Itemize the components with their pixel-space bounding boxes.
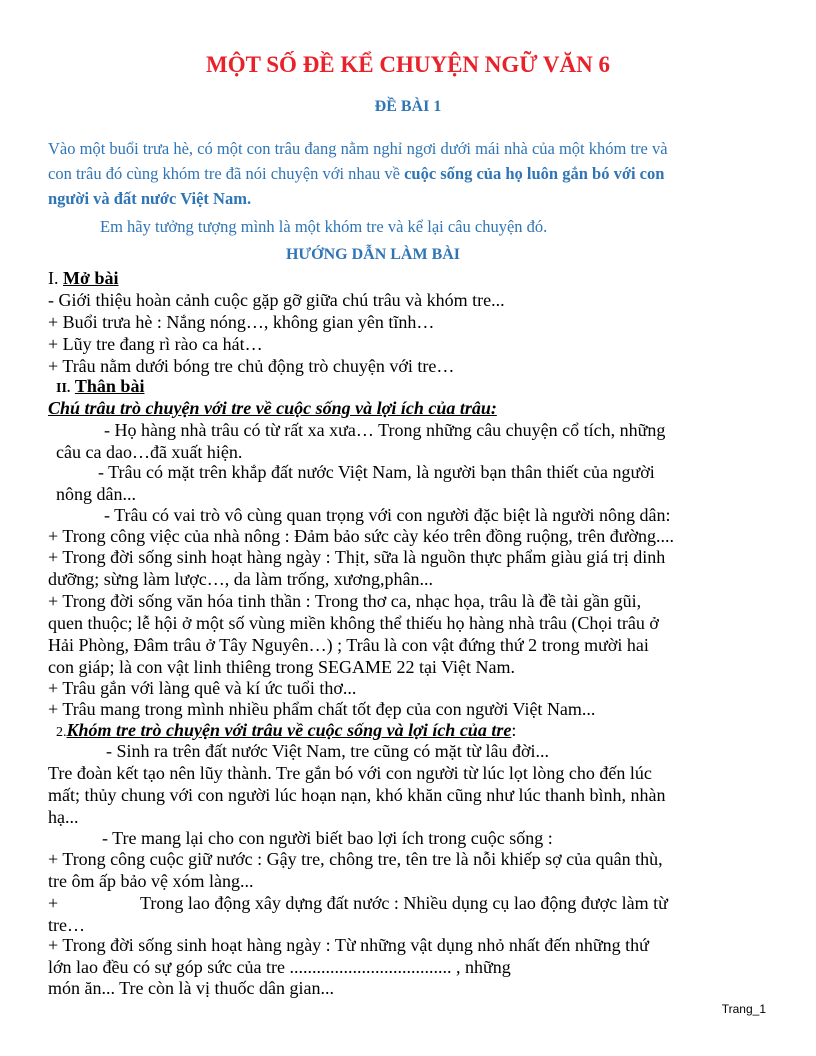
p1-line-a: - Họ hàng nhà trâu có từ rất xa xưa… Trong những câu chuyện cổ tích, những <box>104 420 666 440</box>
than-bai-label: Thân bài <box>74 376 145 396</box>
p6-line-d: con giáp; là con vật linh thiêng trong SEGAME 22 tại Việt Nam. <box>48 657 516 677</box>
p6-line-a: + Trong đời sống văn hóa tinh thần : Trong thơ ca, nhạc họa, trâu là đề tài gần gũi, <box>48 591 642 611</box>
document-title: MỘT SỐ ĐỀ KỂ CHUYỆN NGỮ VĂN 6 <box>205 52 611 77</box>
de-bai-heading: ĐỀ BÀI 1 <box>374 98 442 115</box>
part2-colon: : <box>511 720 517 740</box>
de-bai-line-2-text: con trâu đó cùng khóm tre đã nói chuyện với nhau về <box>48 164 405 183</box>
part1-heading: Chú trâu trò chuyện với tre về cuộc sống và lợi ích của trâu: <box>48 398 497 418</box>
p6-line-c: Hải Phòng, Đâm trâu ở Tây Nguyên…) ; Trâu là con vật đứng thứ 2 trong mười hai <box>48 635 649 655</box>
mo-bai-label: Mở bài <box>63 268 119 288</box>
p1-line-b: câu ca dao…đã xuất hiện. <box>56 442 243 462</box>
q2-line-a: Tre đoàn kết tạo nên lũy thành. Tre gắn bó với con người từ lúc lọt lòng cho đến lúc <box>48 763 652 783</box>
q3-line: - Tre mang lại cho con người biết bao lợi ích trong cuộc sống : <box>102 828 553 848</box>
p4-line: + Trong công việc của nhà nông : Đảm bảo sức cày kéo trên đồng ruộng, trên đường.... <box>48 526 675 546</box>
de-bai-line-3: người và đất nước Việt Nam. <box>48 189 252 208</box>
p2-line-a: - Trâu có mặt trên khắp đất nước Việt Nam, là người bạn thân thiết của người <box>98 462 655 482</box>
de-bai-line-4: Em hãy tưởng tượng mình là một khóm tre và kể lại câu chuyện đó. <box>100 217 548 236</box>
part2-heading-text: Khóm tre trò chuyện với trâu về cuộc sống và lợi ích của tre <box>66 720 512 740</box>
mo-bai-line-1: - Giới thiệu hoàn cảnh cuộc gặp gỡ giữa chú trâu và khóm tre... <box>48 290 505 310</box>
q1-line: - Sinh ra trên đất nước Việt Nam, tre cũng có mặt từ lâu đời... <box>106 741 550 761</box>
de-bai-line-2-bold: cuộc sống của họ luôn gắn bó với con <box>404 164 665 183</box>
q5-line-a: Trong lao động xây dựng đất nước : Nhiều dụng cụ lao động được làm từ <box>140 893 668 913</box>
q6-line-a: + Trong đời sống sinh hoạt hàng ngày : Từ những vật dụng nhỏ nhất đến những thứ <box>48 935 649 955</box>
q4-line-a: + Trong công cuộc giữ nước : Gậy tre, chông tre, tên tre là nỗi khiếp sợ của quân thù, <box>48 849 663 869</box>
q6-line-c: món ăn... Tre còn là vị thuốc dân gian... <box>48 978 334 998</box>
mo-bai-line-4: + Trâu nằm dưới bóng tre chủ động trò chuyện với tre… <box>48 356 455 376</box>
q2-line-c: hạ... <box>48 807 79 827</box>
p3-line: - Trâu có vai trò vô cùng quan trọng với con người đặc biệt là người nông dân: <box>104 505 671 525</box>
mo-bai-heading <box>48 267 118 289</box>
than-bai-num: II. <box>56 381 71 396</box>
de-bai-line-2 <box>48 164 664 184</box>
p7-line: + Trâu gắn với làng quê và kí ức tuổi thơ... <box>48 678 357 698</box>
mo-bai-line-2: + Buổi trưa hè : Nắng nóng…, không gian yên tĩnh… <box>48 312 435 332</box>
q5-line-b: tre… <box>48 915 85 935</box>
page-number: Trang_1 <box>721 1002 766 1016</box>
p5-line-a: + Trong đời sống sinh hoạt hàng ngày : Thịt, sữa là nguồn thực phẩm giàu giá trị dinh <box>48 547 666 567</box>
mo-bai-num: I. <box>48 268 59 288</box>
p8-line: + Trâu mang trong mình nhiều phẩm chất tốt đẹp của con người Việt Nam... <box>48 699 596 719</box>
q4-line-b: tre ôm ấp bảo vệ xóm làng... <box>48 871 254 891</box>
p2-line-b: nông dân... <box>56 484 136 504</box>
q5-plus: + <box>48 893 59 913</box>
part2-num: 2. <box>56 725 67 740</box>
q2-line-b: mất; thủy chung với con người lúc hoạn nạn, khó khăn cũng như lúc thanh bình, nhàn <box>48 785 666 805</box>
p5-line-b: dưỡng; sừng làm lược…, da làm trống, xương,phân... <box>48 569 434 589</box>
huong-dan-heading: HƯỚNG DẪN LÀM BÀI <box>285 246 461 263</box>
de-bai-line-1: Vào một buổi trưa hè, có một con trâu đang nằm nghỉ ngơi dưới mái nhà của một khóm tre và <box>48 139 668 158</box>
p6-line-b: quen thuộc; lễ hội ở một số vùng miền không thể thiếu họ hàng nhà trâu (Chọi trâu ở <box>48 613 659 633</box>
q6-line-b: lớn lao đều có sự góp sức của tre .................................... , những <box>48 957 511 977</box>
mo-bai-line-3: + Lũy tre đang rì rào ca hát… <box>48 334 263 354</box>
